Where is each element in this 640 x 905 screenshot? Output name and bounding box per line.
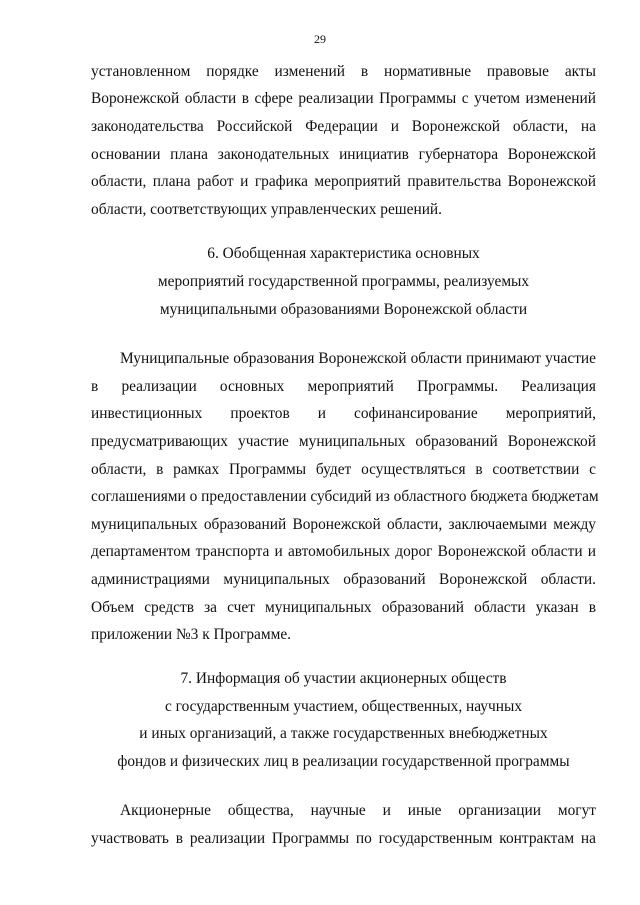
paragraph-line: предусматривающих участие муниципальных образований Воронежской (91, 433, 596, 450)
paragraph-line: Объем средств за счет муниципальных образований области указан в (91, 599, 596, 616)
paragraph-line: администрациями муниципальных образований Воронежской области. (91, 571, 596, 588)
section-heading-line: 7. Информация об участии акционерных обществ (180, 670, 507, 687)
paragraph-line: инвестиционных проектов и софинансирование мероприятий, (91, 405, 596, 422)
paragraph-line: установленном порядке изменений в нормативные правовые акты (91, 63, 596, 80)
paragraph-line: приложении №3 к Программе. (91, 626, 292, 643)
paragraph-line: законодательства Российской Федерации и Воронежской области, на (91, 118, 596, 135)
section-heading-line: мероприятий государственной программы, реализуемых (157, 273, 530, 290)
paragraph-line: области, соответствующих управленческих решений. (91, 201, 443, 218)
section-heading-line: с государственным участием, общественных, научных (164, 698, 523, 715)
paragraph-line: Акционерные общества, научные и иные организации могут (120, 802, 596, 819)
paragraph-line: соглашениями о предоставлении субсидий из областного бюджета бюджетам (91, 488, 599, 505)
section-heading-line: и иных организаций, а также государственных внебюджетных (139, 725, 548, 742)
paragraph-line: Воронежской области в сфере реализации Программы с учетом изменений (91, 90, 596, 107)
paragraph-line: Муниципальные образования Воронежской области принимают участие (120, 350, 596, 367)
section-heading-line: муниципальными образованиями Воронежской области (159, 301, 528, 318)
paragraph-line: в реализации основных мероприятий Программы. Реализация (91, 378, 596, 395)
page-number: 29 (314, 32, 326, 46)
section-heading-line: 6. Обобщенная характеристика основных (207, 245, 480, 262)
paragraph-line: области, плана работ и графика мероприятий правительства Воронежской (91, 173, 596, 190)
section-heading-line: фондов и физических лиц в реализации государственной программы (117, 753, 570, 770)
paragraph-line: области, в рамках Программы будет осуществляться в соответствии с (91, 461, 596, 478)
paragraph-line: департаментом транспорта и автомобильных дорог Воронежской области и (91, 543, 596, 560)
paragraph-line: муниципальных образований Воронежской области, заключаемыми между (91, 516, 596, 533)
paragraph-line: основании плана законодательных инициатив губернатора Воронежской (91, 146, 596, 163)
paragraph-line: участвовать в реализации Программы по государственным контрактам на (91, 830, 596, 847)
